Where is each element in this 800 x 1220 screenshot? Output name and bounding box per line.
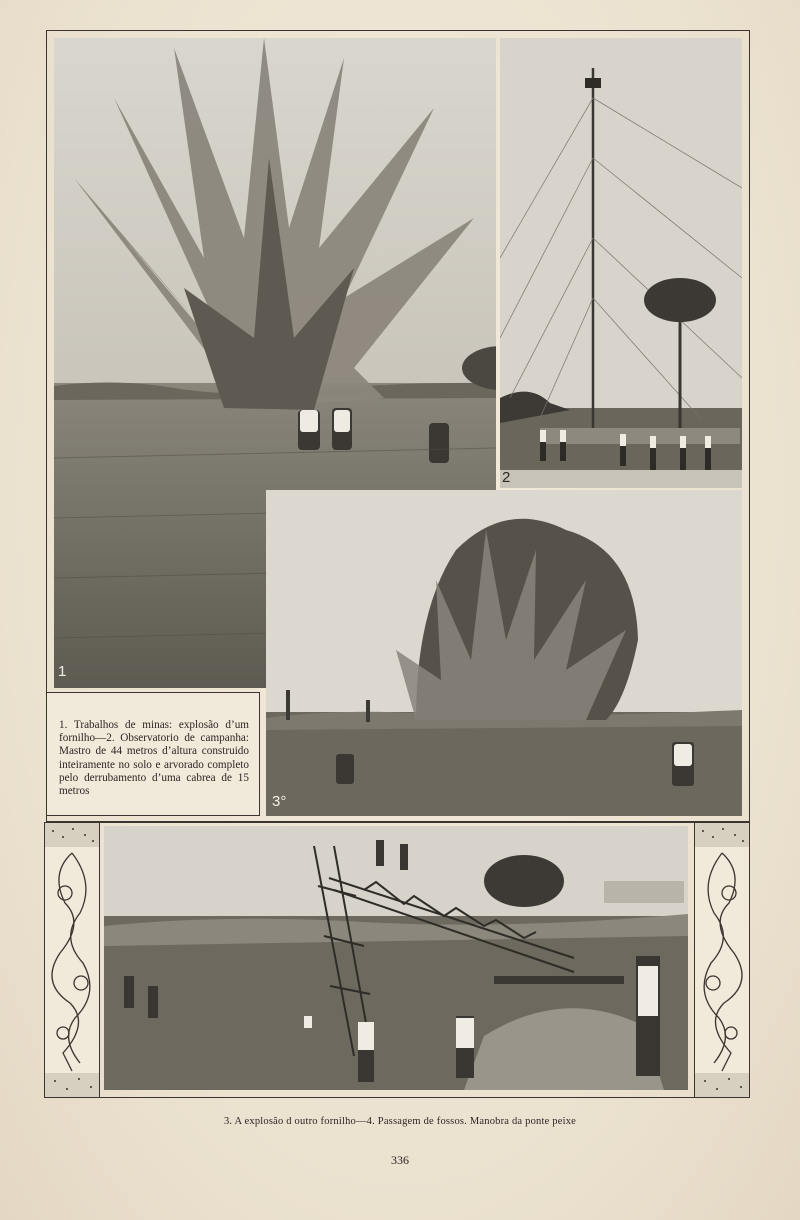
photo-number-3: 3°: [272, 793, 287, 810]
ornament-right: [694, 822, 750, 1098]
bridge-image: [104, 826, 688, 1090]
page-number: 336: [391, 1153, 409, 1167]
caption-photos-1-2: [46, 692, 260, 816]
photo-field-observatory: [500, 38, 742, 488]
caption-top-text: 1. Trabalhos de minas: explosão d’um fornilho—2. Observatorio de campanha: Mastro de 44 metros d’altura construido inteiramente no solo e arvorado completo pelo derrubamento d’uma cabrea de 15 metros: [59, 719, 249, 798]
photo-number-2: 2: [502, 469, 511, 486]
ornament-left-pattern: [45, 823, 99, 1097]
explosion-3-image: [266, 490, 742, 816]
ornament-right-pattern: [695, 823, 749, 1097]
caption-photos-3-4: 3. A explosão d outro fornilho—4. Passagem de fossos. Manobra da ponte peixe: [223, 1116, 577, 1127]
photo-number-1: 1: [58, 663, 67, 680]
photo-ditch-crossing: [104, 826, 688, 1090]
mast-image: [500, 38, 742, 488]
ornament-left: [44, 822, 100, 1098]
photo-second-explosion: [266, 490, 742, 816]
